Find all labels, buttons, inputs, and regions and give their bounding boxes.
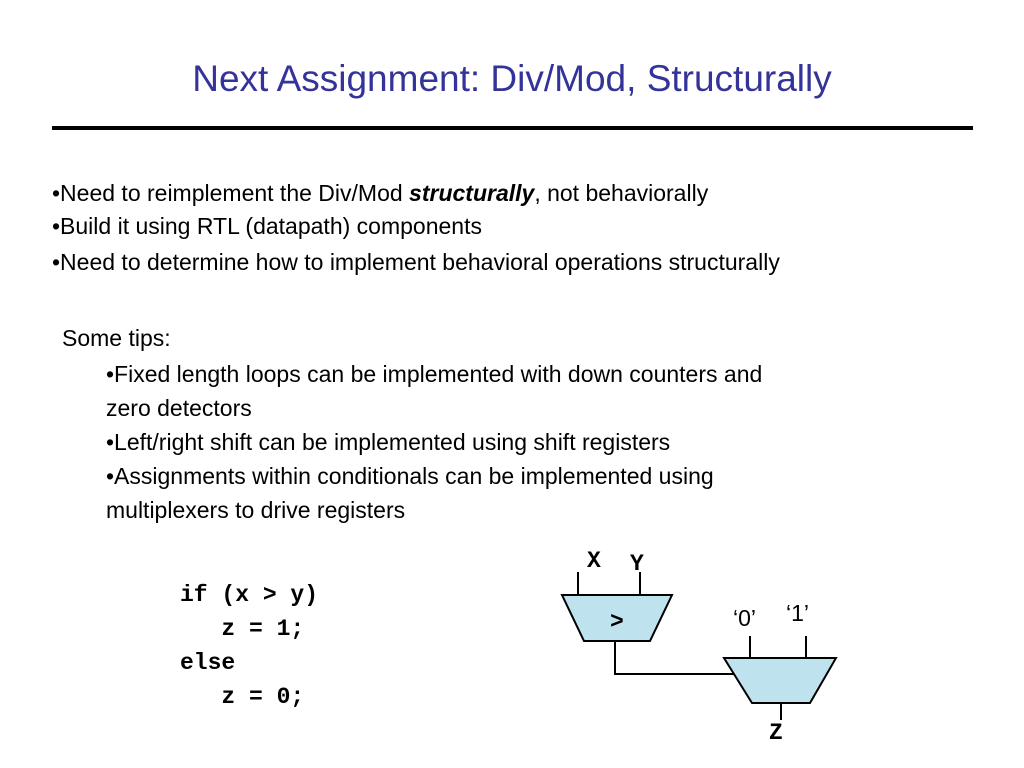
- tips-heading: Some tips:: [62, 325, 171, 351]
- code-line-4: z = 0;: [180, 684, 305, 710]
- bullet-rtl: •Build it using RTL (datapath) components: [52, 213, 482, 239]
- code-line-1: if (x > y): [180, 582, 319, 608]
- wire-select: [615, 641, 735, 674]
- label-y: Y: [630, 551, 644, 577]
- label-z: Z: [769, 720, 783, 746]
- tip-mux-line1: •Assignments within conditionals can be implemented using: [106, 463, 714, 489]
- slide-title: Next Assignment: Div/Mod, Structurally: [192, 58, 832, 99]
- mux-block: [724, 658, 836, 703]
- code-line-2: z = 1;: [180, 616, 305, 642]
- label-mux-in0: ‘0’: [733, 605, 757, 631]
- tip-mux-line2: multiplexers to drive registers: [106, 497, 406, 523]
- bullet-determine: •Need to determine how to implement behavioral operations structurally: [52, 249, 780, 275]
- bullet-reimplement-prefix: •Need to reimplement the Div/Mod: [52, 180, 410, 206]
- tip-shift-line1: •Left/right shift can be implemented using shift registers: [106, 429, 671, 455]
- bullet-reimplement-emphasis: structurally: [409, 180, 535, 206]
- label-mux-in1: ‘1’: [786, 600, 810, 626]
- bullet-reimplement-suffix: , not behaviorally: [534, 180, 709, 206]
- code-line-3: else: [180, 650, 236, 676]
- tip-loops-line2: zero detectors: [106, 395, 252, 421]
- label-x: X: [587, 548, 601, 574]
- comparator-op: >: [610, 609, 624, 635]
- tip-loops-line1: •Fixed length loops can be implemented with down counters and: [106, 361, 763, 387]
